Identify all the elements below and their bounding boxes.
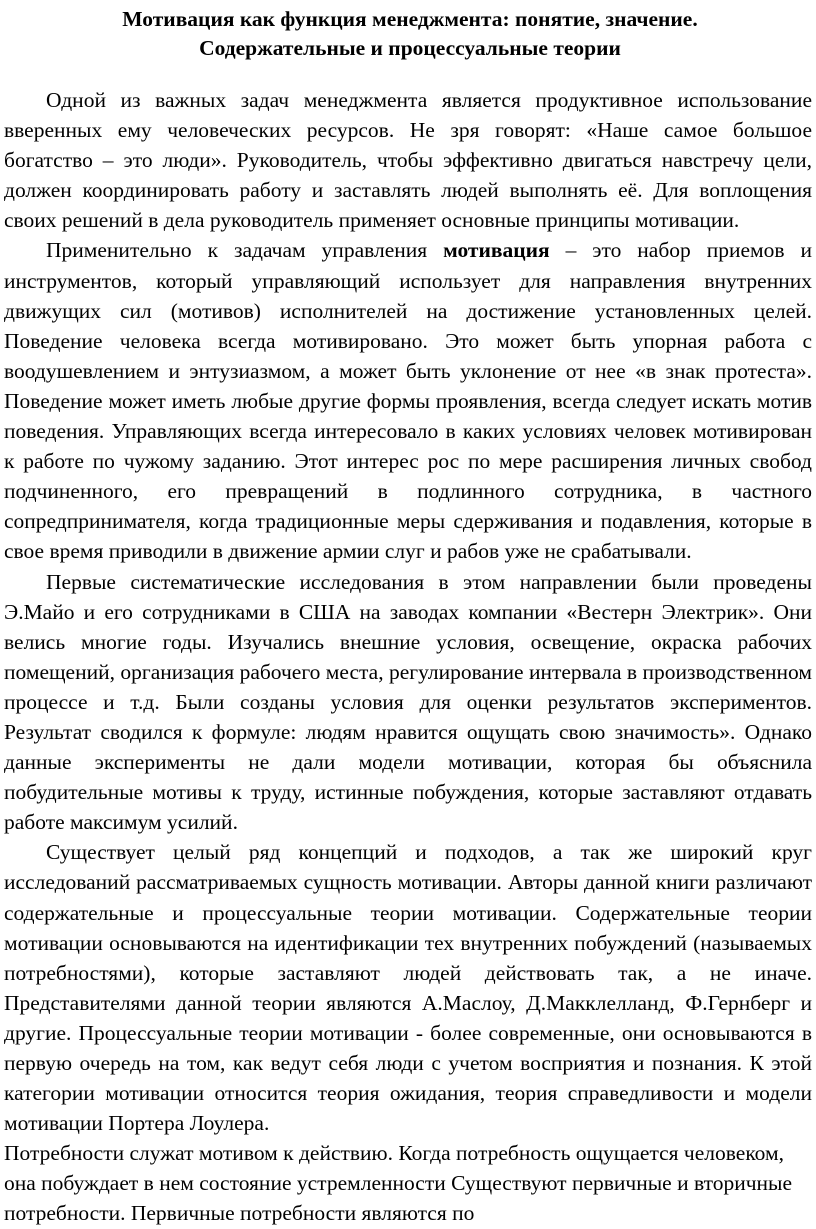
document-title-line-1: Мотивация как функция менеджмента: понятие, значение. [122, 7, 698, 31]
paragraph-2-rest: – это набор приемов и инструментов, который управляющий использует для направления внутренних движущих сил (мотивов) исполнителей на достижение установленных целей. Поведение человека всегда мотивировано. Это может быть упорная работа с воодушевлением и энтузиазмом, а может быть уклонение от нее «в знак протеста». Поведение может иметь любые другие формы проявления, всегда следует искать мотив поведения. Управляющих всегда интересовало в каких условиях человек мотивирован к работе по чужому заданию. Этот интерес рос по мере расширения личных свобод подчиненного, его превращений в подлинного сотрудника, в частного сопредпринимателя, когда традиционные меры сдерживания и подавления, которые в свое время приводили в движение армии слуг и рабов уже не срабатывали. [4, 238, 812, 564]
paragraph-2-start: Применительно к задачам управления [46, 238, 444, 263]
document-title-line-2: Содержательные и процессуальные теории [199, 36, 621, 60]
document-body [4, 85, 812, 1229]
term-motivation: мотивация [443, 238, 550, 263]
paragraph-4: Существует целый ряд концепций и подходов, а так же широкий круг исследований рассматриваемых сущность мотивации. Авторы данной книги различают содержательные и процессуальные теории мотивации. Содержательные теории мотивации основываются на идентификации тех внутренних побуждений (называемых потребностями), которые заставляют людей действовать так, а не иначе. Представителями данной теории являются А.Маслоу, Д.Макклелланд, Ф.Гернберг и другие. Процессуальные теории мотивации - более современные, они основываются в первую очередь на том, как ведут себя люди с учетом восприятия и познания. К этой категории мотивации относится теория ожидания, теория справедливости и модели мотивации Портера Лоулера. [4, 840, 812, 1136]
paragraph-2 [4, 235, 812, 566]
paragraph-5: Потребности служат мотивом к действию. Когда потребность ощущается человеком, она побуждает в нем состояние устремленности Существуют первичные и вторичные потребности. Первичные потребности являются по [4, 1141, 793, 1226]
paragraph-3: Первые систематические исследования в этом направлении были проведены Э.Майо и его сотрудниками в США на заводах компании «Вестерн Электрик». Они велись многие годы. Изучались внешние условия, освещение, окраска рабочих помещений, организация рабочего места, регулирование интервала в производственном процессе и т.д. Были созданы условия для оценки результатов экспериментов. Результат сводился к формуле: людям нравится ощущать свою значимость». Однако данные эксперименты не дали модели мотивации, которая бы объяснила побудительные мотивы к труду, истинные побуждения, которые заставляют отдавать работе максимум усилий. [4, 569, 812, 835]
paragraph-1: Одной из важных задач менеджмента является продуктивное использование вверенных ему человеческих ресурсов. Не зря говорят: «Наше самое большое богатство – это люди». Руководитель, чтобы эффективно двигаться навстречу цели, должен координировать работу и заставлять людей выполнять её. Для воплощения своих решений в дела руководитель применяет основные принципы мотивации. [4, 88, 812, 233]
